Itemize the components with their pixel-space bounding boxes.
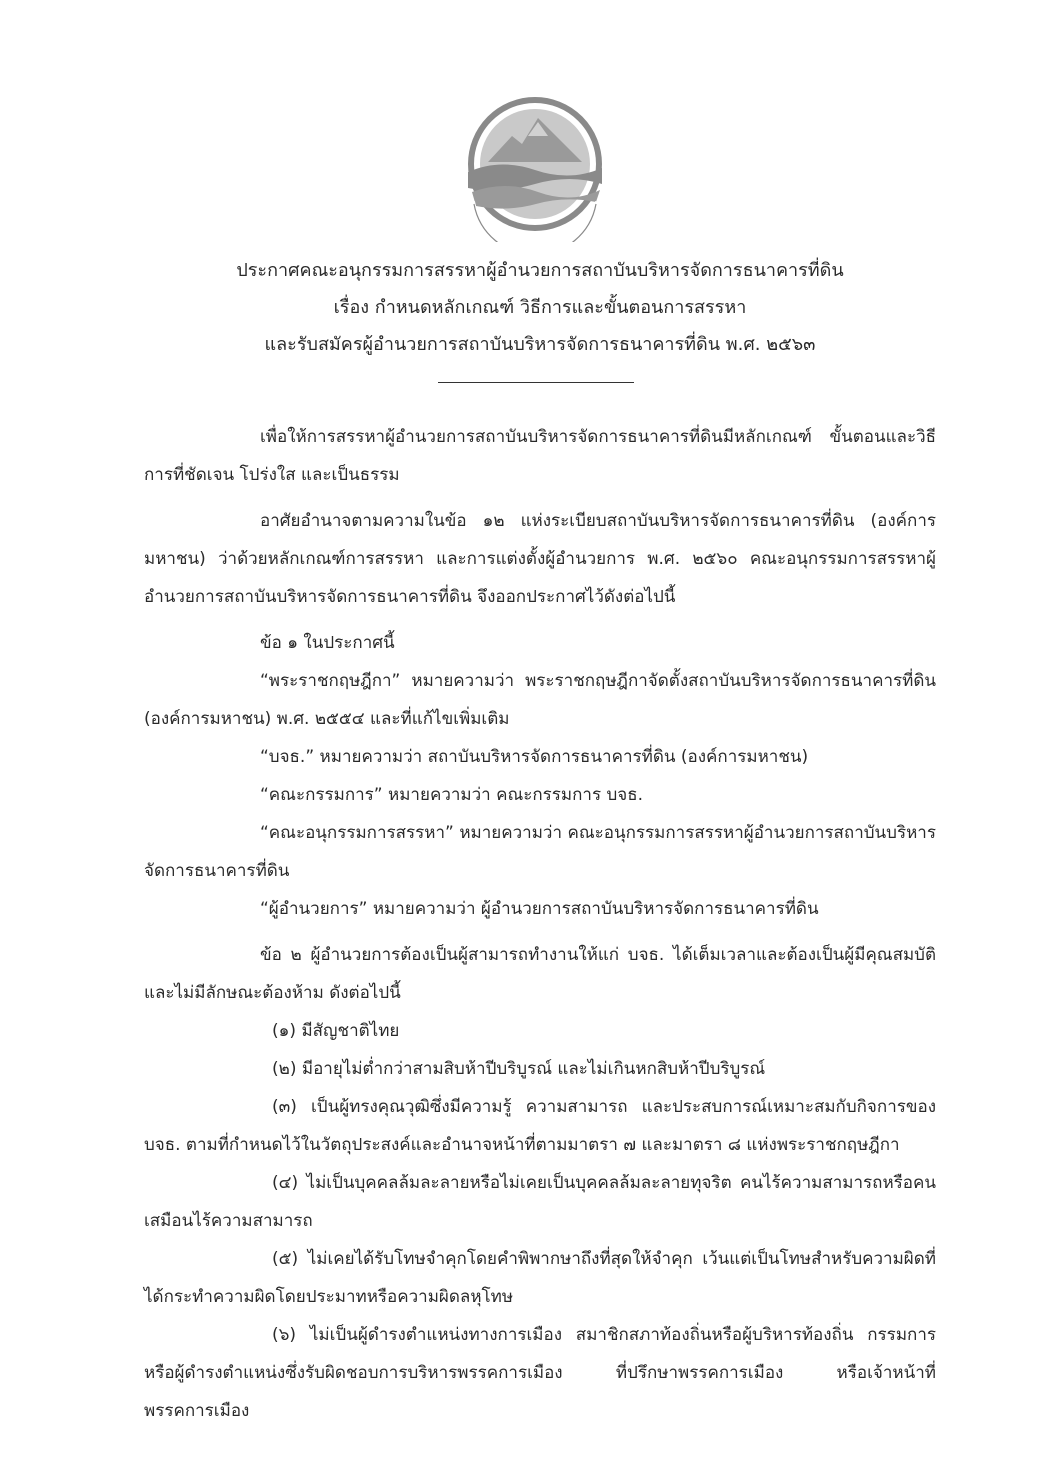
logo-caption bbox=[450, 242, 451, 243]
clause-2: ข้อ ๒ ผู้อำนวยการต้องเป็นผู้สามารถทำงานให้แก่ บจธ. ได้เต็มเวลาและต้องเป็นผู้มีคุณสมบัติและไม่มีลักษณะต้องห้าม ดังต่อไปนี้ bbox=[144, 945, 936, 1003]
organization-logo bbox=[450, 92, 625, 242]
announcement-title bbox=[140, 252, 940, 363]
list-item: (๕) ไม่เคยได้รับโทษจำคุกโดยคำพิพากษาถึงที่สุดให้จำคุก เว้นแต่เป็นโทษสำหรับความผิดที่ได้กระทำความผิดโดยประมาทหรือความผิดลหุโทษ bbox=[144, 1249, 936, 1307]
definition-committee: “คณะกรรมการ” หมายความว่า คณะกรรมการ บจธ. bbox=[260, 785, 644, 805]
paragraph-purpose: เพื่อให้การสรรหาผู้อำนวยการสถาบันบริหารจัดการธนาคารที่ดินมีหลักเกณฑ์ ขั้นตอนและวิธีการที่ชัดเจน โปร่งใส และเป็นธรรม bbox=[144, 427, 936, 485]
title-line-2: เรื่อง กำหนดหลักเกณฑ์ วิธีการและขั้นตอนการสรรหา bbox=[333, 297, 747, 318]
clause-1-heading: ข้อ ๑ ในประกาศนี้ bbox=[260, 633, 395, 653]
definition-organization: “บจธ.” หมายความว่า สถาบันบริหารจัดการธนาคารที่ดิน (องค์การมหาชน) bbox=[260, 747, 809, 767]
list-item: (๑) มีสัญชาติไทย bbox=[272, 1021, 400, 1041]
mountain-water-emblem-icon bbox=[450, 92, 625, 242]
definition-subcommittee: “คณะอนุกรรมการสรรหา” หมายความว่า คณะอนุกรรมการสรรหาผู้อำนวยการสถาบันบริหารจัดการธนาคารที่ดิน bbox=[144, 823, 936, 881]
title-line-3: และรับสมัครผู้อำนวยการสถาบันบริหารจัดการธนาคารที่ดิน พ.ศ. ๒๕๖๓ bbox=[264, 334, 816, 355]
definition-royal-decree: “พระราชกฤษฎีกา” หมายความว่า พระราชกฤษฎีกาจัดตั้งสถาบันบริหารจัดการธนาคารที่ดิน (องค์การมหาชน) พ.ศ. ๒๕๕๔ และที่แก้ไขเพิ่มเติม bbox=[144, 671, 936, 729]
list-item: (๒) มีอายุไม่ต่ำกว่าสามสิบห้าปีบริบูรณ์ และไม่เกินหกสิบห้าปีบริบูรณ์ bbox=[272, 1059, 766, 1079]
title-line-1: ประกาศคณะอนุกรรมการสรรหาผู้อำนวยการสถาบันบริหารจัดการธนาคารที่ดิน bbox=[236, 260, 844, 281]
title-divider bbox=[438, 382, 634, 383]
definition-director: “ผู้อำนวยการ” หมายความว่า ผู้อำนวยการสถาบันบริหารจัดการธนาคารที่ดิน bbox=[260, 899, 819, 919]
paragraph-authority: อาศัยอำนาจตามความในข้อ ๑๒ แห่งระเบียบสถาบันบริหารจัดการธนาคารที่ดิน (องค์การมหาชน) ว่าด้วยหลักเกณฑ์การสรรหา และการแต่งตั้งผู้อำนวยการ พ.ศ. ๒๕๖๐ คณะอนุกรรมการสรรหาผู้อำนวยการสถาบันบริหารจัดการธนาคารที่ดิน จึงออกประกาศไว้ดังต่อไปนี้ bbox=[144, 511, 936, 607]
list-item: (๔) ไม่เป็นบุคคลล้มละลายหรือไม่เคยเป็นบุคคลล้มละลายทุจริต คนไร้ความสามารถหรือคนเสมือนไร้ความสามารถ bbox=[144, 1173, 936, 1231]
announcement-body bbox=[144, 418, 936, 1430]
list-item: (๓) เป็นผู้ทรงคุณวุฒิซึ่งมีความรู้ ความสามารถ และประสบการณ์เหมาะสมกับกิจการของ บจธ. ตามที่กำหนดไว้ในวัตถุประสงค์และอำนาจหน้าที่ตามมาตรา ๗ และมาตรา ๘ แห่งพระราชกฤษฎีกา bbox=[144, 1097, 936, 1155]
list-item: (๖) ไม่เป็นผู้ดำรงตำแหน่งทางการเมือง สมาชิกสภาท้องถิ่นหรือผู้บริหารท้องถิ่น กรรมการหรือผู้ดำรงตำแหน่งซึ่งรับผิดชอบการบริหารพรรคการเมือง ที่ปรึกษาพรรคการเมือง หรือเจ้าหน้าที่พรรคการเมือง bbox=[144, 1325, 936, 1421]
